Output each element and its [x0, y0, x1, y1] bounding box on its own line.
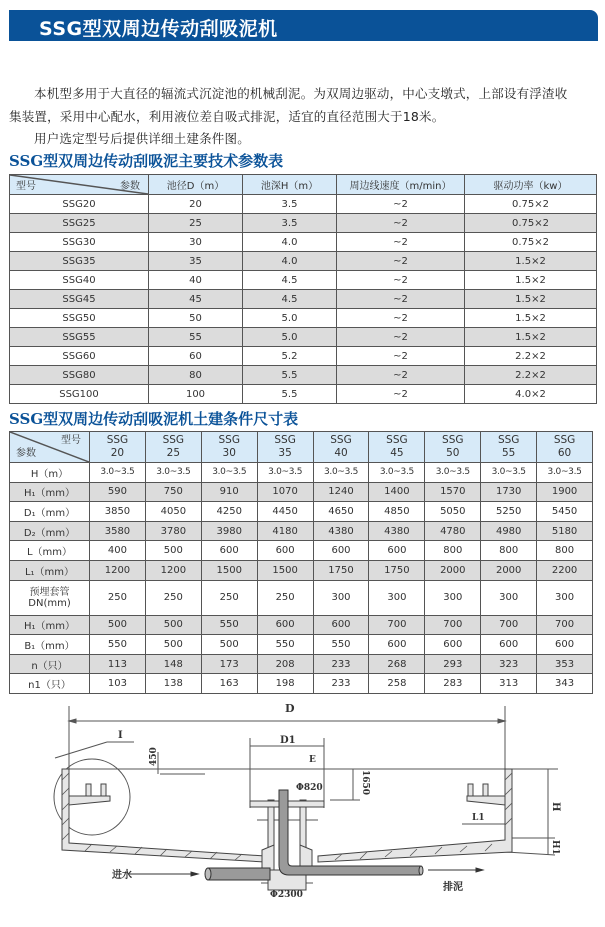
- depth-cell: 5.5: [243, 366, 337, 385]
- speed-cell: ~2: [337, 347, 465, 366]
- param-value: 700: [481, 615, 537, 635]
- model-size: 35: [278, 447, 292, 459]
- diameter-cell: 20: [149, 195, 243, 214]
- corner-label-model: 型号: [16, 181, 36, 192]
- corner-label-params: 参数: [120, 181, 140, 192]
- param-value: 5250: [481, 502, 537, 522]
- param-value: 800: [425, 541, 481, 561]
- param-value: 3.0~3.5: [369, 463, 425, 483]
- model-size: 45: [390, 447, 404, 459]
- label-450: 450: [149, 747, 159, 766]
- param-value: 300: [425, 580, 481, 615]
- param-value: 1500: [201, 560, 257, 580]
- param-value: 250: [201, 580, 257, 615]
- inlet-pipe: [208, 868, 270, 880]
- model-header: [481, 432, 537, 463]
- param-value: 138: [145, 674, 201, 694]
- speed-cell: ~2: [337, 195, 465, 214]
- param-label-text: 预埋套管: [29, 586, 70, 598]
- depth-cell: 4.5: [243, 290, 337, 309]
- param-value: 550: [201, 615, 257, 635]
- param-label: [10, 615, 90, 635]
- model-cell: SSG20: [10, 195, 149, 214]
- diameter-cell: 80: [149, 366, 243, 385]
- param-value: 148: [145, 654, 201, 674]
- depth-cell: 5.0: [243, 309, 337, 328]
- label-E: E: [309, 755, 316, 765]
- model-cell: SSG100: [10, 385, 149, 404]
- param-value: 250: [145, 580, 201, 615]
- label-H1: H1: [550, 840, 560, 855]
- param-value: 250: [257, 580, 313, 615]
- param-value: 600: [369, 635, 425, 655]
- param-value: 208: [257, 654, 313, 674]
- param-value: 550: [313, 635, 369, 655]
- params-row: [10, 252, 597, 271]
- param-value: 600: [425, 635, 481, 655]
- param-value: 4980: [481, 521, 537, 541]
- power-cell: 1.5×2: [465, 309, 597, 328]
- param-value: 590: [90, 482, 146, 502]
- param-label-text: n（只）: [31, 660, 68, 672]
- params-row: [10, 290, 597, 309]
- model-series: SSG: [330, 434, 352, 446]
- param-value: 1500: [257, 560, 313, 580]
- param-value: 600: [201, 541, 257, 561]
- param-value: 800: [481, 541, 537, 561]
- param-label-text: D₂（mm）: [23, 527, 76, 539]
- param-value: 1750: [313, 560, 369, 580]
- param-value: 910: [201, 482, 257, 502]
- diameter-cell: 35: [149, 252, 243, 271]
- param-value: 750: [145, 482, 201, 502]
- power-cell: 2.2×2: [465, 347, 597, 366]
- param-value: 198: [257, 674, 313, 694]
- params-row: [10, 309, 597, 328]
- param-value: 500: [145, 635, 201, 655]
- depth-cell: 5.0: [243, 328, 337, 347]
- param-value: 3580: [90, 521, 146, 541]
- param-value: 3780: [145, 521, 201, 541]
- speed-cell: ~2: [337, 366, 465, 385]
- param-value: 500: [145, 615, 201, 635]
- param-value: 233: [313, 674, 369, 694]
- param-label: [10, 541, 90, 561]
- param-value: 3.0~3.5: [201, 463, 257, 483]
- param-value: 3.0~3.5: [90, 463, 146, 483]
- civil-table: [9, 431, 593, 694]
- civil-row: [10, 521, 593, 541]
- param-label: [10, 580, 90, 615]
- param-value: 3.0~3.5: [257, 463, 313, 483]
- diameter-cell: 25: [149, 214, 243, 233]
- model-series: SSG: [274, 434, 296, 446]
- label-D: D: [285, 702, 295, 715]
- param-value: 283: [425, 674, 481, 694]
- params-table: [9, 174, 597, 404]
- model-series: SSG: [497, 434, 520, 446]
- speed-cell: ~2: [337, 385, 465, 404]
- title-bar: [9, 10, 598, 41]
- param-value: 300: [369, 580, 425, 615]
- param-value: 700: [369, 615, 425, 635]
- param-value: 500: [90, 615, 146, 635]
- param-value: 600: [313, 541, 369, 561]
- params-corner-cell: [10, 175, 149, 195]
- model-header: [425, 432, 481, 463]
- model-cell: SSG50: [10, 309, 149, 328]
- param-value: 2000: [481, 560, 537, 580]
- model-size: 55: [501, 447, 516, 459]
- civil-row: [10, 654, 593, 674]
- param-value: 600: [257, 541, 313, 561]
- model-size: 25: [166, 447, 181, 459]
- param-value: 300: [481, 580, 537, 615]
- power-cell: 1.5×2: [465, 328, 597, 347]
- intro-line-3: 用户选定型号后提供详细土建条件图。: [34, 131, 250, 146]
- model-series: SSG: [386, 434, 408, 446]
- diameter-cell: 45: [149, 290, 243, 309]
- civil-row: [10, 502, 593, 522]
- label-L1: L1: [472, 813, 485, 823]
- params-row: [10, 385, 597, 404]
- param-value: 4380: [313, 521, 369, 541]
- model-series: SSG: [218, 434, 240, 446]
- param-value: 5050: [425, 502, 481, 522]
- page-title: SSG型双周边传动刮吸泥机: [39, 18, 278, 40]
- model-cell: SSG55: [10, 328, 149, 347]
- param-value: 1240: [313, 482, 369, 502]
- param-label: [10, 482, 90, 502]
- param-value: 1200: [145, 560, 201, 580]
- power-cell: 1.5×2: [465, 252, 597, 271]
- param-value: 343: [537, 674, 593, 694]
- model-size: 20: [110, 447, 125, 459]
- param-value: 300: [537, 580, 593, 615]
- params-table-title: SSG型双周边传动刮吸泥主要技术参数表: [9, 152, 284, 170]
- param-value: 5450: [537, 502, 593, 522]
- model-header: [313, 432, 369, 463]
- corner-label-params: 参数: [16, 448, 36, 459]
- model-size: 30: [222, 447, 236, 459]
- speed-cell: ~2: [337, 328, 465, 347]
- param-value: 4780: [425, 521, 481, 541]
- params-row: [10, 233, 597, 252]
- param-value: 3850: [90, 502, 146, 522]
- param-label-text: H₁（mm）: [23, 488, 75, 500]
- model-cell: SSG25: [10, 214, 149, 233]
- param-label-unit: DN(mm): [28, 597, 71, 609]
- param-value: 550: [257, 635, 313, 655]
- model-header: [369, 432, 425, 463]
- param-value: 2000: [425, 560, 481, 580]
- param-value: 400: [90, 541, 146, 561]
- param-value: 300: [313, 580, 369, 615]
- model-cell: SSG45: [10, 290, 149, 309]
- power-cell: 0.75×2: [465, 233, 597, 252]
- param-value: 600: [537, 635, 593, 655]
- params-row: [10, 195, 597, 214]
- power-cell: 0.75×2: [465, 195, 597, 214]
- model-cell: SSG60: [10, 347, 149, 366]
- diameter-cell: 40: [149, 271, 243, 290]
- params-row: [10, 271, 597, 290]
- speed-cell: ~2: [337, 309, 465, 328]
- param-value: 500: [145, 541, 201, 561]
- diameter-cell: 50: [149, 309, 243, 328]
- param-value: 3.0~3.5: [425, 463, 481, 483]
- header-depth: 池深H（m）: [243, 175, 337, 195]
- power-cell: 1.5×2: [465, 271, 597, 290]
- param-label-text: L（mm）: [26, 547, 73, 559]
- intro-line-1: 本机型多用于大直径的辐流式沉淀池的机械刮泥。为双周边驱动，中心支墩式，上部设有浮渣收: [34, 86, 568, 101]
- param-value: 800: [537, 541, 593, 561]
- param-value: 4180: [257, 521, 313, 541]
- model-series: SSG: [442, 434, 464, 446]
- label-phi820: Φ820: [296, 783, 323, 793]
- header-speed: 周边线速度（m/min）: [337, 175, 465, 195]
- depth-cell: 4.5: [243, 271, 337, 290]
- param-label: [10, 463, 90, 483]
- param-label-text: H₁（mm）: [23, 621, 75, 633]
- param-value: 258: [369, 674, 425, 694]
- diameter-cell: 60: [149, 347, 243, 366]
- diameter-cell: 55: [149, 328, 243, 347]
- civil-row: [10, 635, 593, 655]
- param-label: [10, 521, 90, 541]
- params-header-row: [10, 175, 597, 195]
- civil-row: [10, 482, 593, 502]
- param-value: 353: [537, 654, 593, 674]
- model-size: 40: [334, 447, 348, 459]
- civil-row: [10, 541, 593, 561]
- clarifier-diagram: [0, 690, 605, 927]
- param-value: 1070: [257, 482, 313, 502]
- params-row: [10, 366, 597, 385]
- header-diameter: 池径D（m）: [149, 175, 243, 195]
- model-cell: SSG35: [10, 252, 149, 271]
- param-value: 1730: [481, 482, 537, 502]
- intro-line-2: 集装置，采用中心配水，利用液位差自吸式排泥，适宜的直径范围大于18米。: [9, 109, 445, 124]
- param-value: 700: [425, 615, 481, 635]
- param-value: 1900: [537, 482, 593, 502]
- param-value: 2200: [537, 560, 593, 580]
- param-value: 103: [90, 674, 146, 694]
- model-series: SSG: [553, 434, 576, 446]
- speed-cell: ~2: [337, 233, 465, 252]
- param-value: 1570: [425, 482, 481, 502]
- param-value: 3980: [201, 521, 257, 541]
- param-value: 600: [257, 615, 313, 635]
- param-value: 3.0~3.5: [145, 463, 201, 483]
- depth-cell: 5.2: [243, 347, 337, 366]
- param-value: 4380: [369, 521, 425, 541]
- param-label: [10, 502, 90, 522]
- param-value: 313: [481, 674, 537, 694]
- param-value: 3.0~3.5: [481, 463, 537, 483]
- depth-cell: 4.0: [243, 252, 337, 271]
- label-1650: 1650: [360, 770, 370, 796]
- civil-row: [10, 463, 593, 483]
- param-label: [10, 635, 90, 655]
- param-value: 5180: [537, 521, 593, 541]
- param-label-text: n1（只）: [28, 680, 71, 692]
- param-value: 4650: [313, 502, 369, 522]
- param-value: 700: [537, 615, 593, 635]
- param-value: 173: [201, 654, 257, 674]
- param-value: 1400: [369, 482, 425, 502]
- label-phi2300: Φ2300: [270, 890, 303, 900]
- civil-row: [10, 580, 593, 615]
- model-header: [257, 432, 313, 463]
- param-value: 268: [369, 654, 425, 674]
- param-value: 4850: [369, 502, 425, 522]
- model-header: [145, 432, 201, 463]
- param-label-text: D₁（mm）: [23, 507, 76, 519]
- param-value: 233: [313, 654, 369, 674]
- label-I: I: [118, 730, 123, 741]
- param-label-text: B₁（mm）: [24, 640, 75, 652]
- civil-row: [10, 560, 593, 580]
- param-label-text: L₁（mm）: [24, 566, 75, 578]
- speed-cell: ~2: [337, 290, 465, 309]
- model-size: 50: [446, 447, 460, 459]
- model-cell: SSG80: [10, 366, 149, 385]
- model-header: [537, 432, 593, 463]
- param-label: [10, 654, 90, 674]
- label-inlet: 进水: [112, 870, 132, 881]
- param-value: 1750: [369, 560, 425, 580]
- depth-cell: 4.0: [243, 233, 337, 252]
- depth-cell: 3.5: [243, 214, 337, 233]
- civil-corner-cell: [10, 432, 90, 463]
- model-series: SSG: [106, 434, 129, 446]
- param-label-text: H（m）: [30, 468, 69, 480]
- param-value: 550: [90, 635, 146, 655]
- corner-label-model: 型号: [61, 435, 81, 446]
- power-cell: 2.2×2: [465, 366, 597, 385]
- model-header: [201, 432, 257, 463]
- power-cell: 0.75×2: [465, 214, 597, 233]
- param-value: 4450: [257, 502, 313, 522]
- model-series: SSG: [162, 434, 185, 446]
- header-power: 驱动功率（kw）: [465, 175, 597, 195]
- model-cell: SSG40: [10, 271, 149, 290]
- param-value: 600: [313, 615, 369, 635]
- diameter-cell: 100: [149, 385, 243, 404]
- depth-cell: 3.5: [243, 195, 337, 214]
- params-row: [10, 347, 597, 366]
- param-value: 600: [481, 635, 537, 655]
- depth-cell: 5.5: [243, 385, 337, 404]
- speed-cell: ~2: [337, 214, 465, 233]
- diameter-cell: 30: [149, 233, 243, 252]
- param-value: 293: [425, 654, 481, 674]
- param-value: 500: [201, 635, 257, 655]
- model-cell: SSG30: [10, 233, 149, 252]
- speed-cell: ~2: [337, 271, 465, 290]
- power-cell: 4.0×2: [465, 385, 597, 404]
- param-label: [10, 560, 90, 580]
- civil-table-title: SSG型双周边传动刮吸泥机土建条件尺寸表: [9, 410, 299, 428]
- param-value: 250: [90, 580, 146, 615]
- param-value: 4050: [145, 502, 201, 522]
- param-value: 3.0~3.5: [313, 463, 369, 483]
- model-header: [90, 432, 146, 463]
- civil-header-row: [10, 432, 593, 463]
- params-row: [10, 214, 597, 233]
- param-value: 1200: [90, 560, 146, 580]
- label-D1: D1: [280, 735, 296, 746]
- params-row: [10, 328, 597, 347]
- model-size: 60: [557, 447, 572, 459]
- power-cell: 1.5×2: [465, 290, 597, 309]
- speed-cell: ~2: [337, 252, 465, 271]
- param-value: 163: [201, 674, 257, 694]
- param-value: 4250: [201, 502, 257, 522]
- civil-row: [10, 615, 593, 635]
- label-outlet: 排泥: [443, 882, 463, 893]
- param-value: 600: [369, 541, 425, 561]
- param-value: 113: [90, 654, 146, 674]
- param-value: 323: [481, 654, 537, 674]
- label-H: H: [550, 802, 561, 812]
- param-value: 3.0~3.5: [537, 463, 593, 483]
